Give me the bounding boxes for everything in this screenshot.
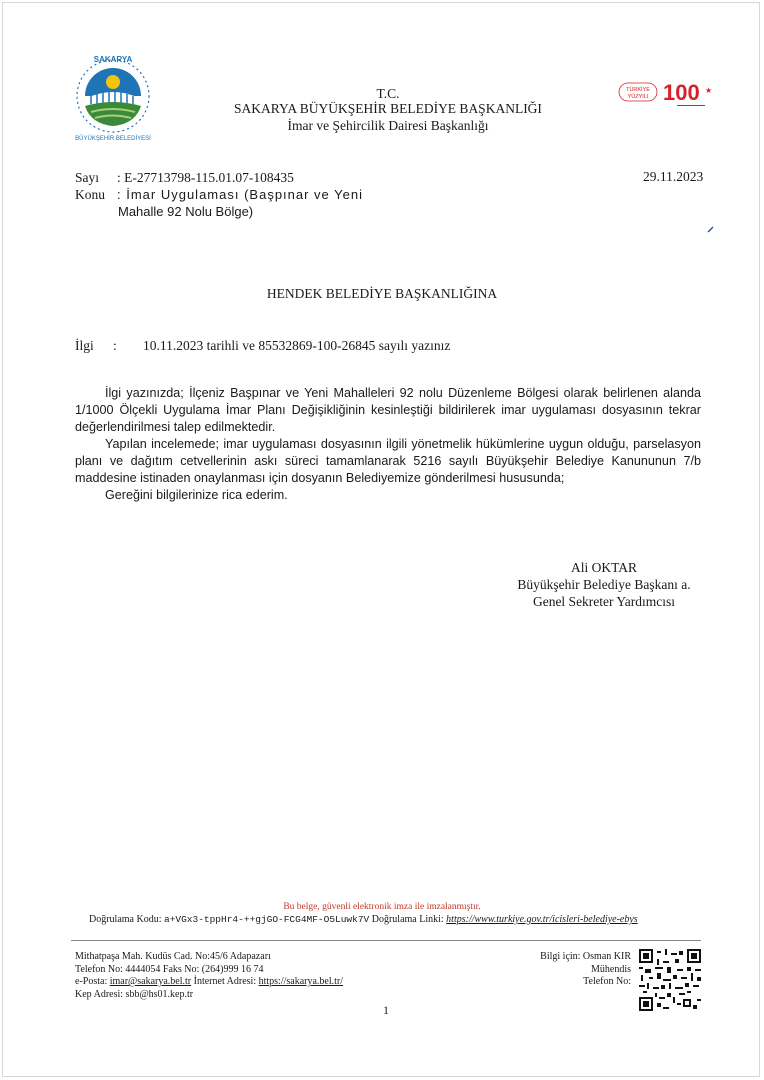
email-link[interactable]: imar@sakarya.bel.tr xyxy=(109,976,192,987)
svg-text:SAKARYA: SAKARYA xyxy=(93,55,133,64)
sayi-value: : E-27713798-115.01.07-108435 xyxy=(117,170,294,185)
signatory-name: Ali OKTAR xyxy=(570,560,638,575)
contact-line-1: Bilgi için: Osman KIR xyxy=(540,951,631,962)
ilgi-label: İlgi xyxy=(75,338,94,353)
verify-code: a+VGx3-tppHr4-++gjGO-FCG4MF-O5Luwk7V xyxy=(164,914,370,925)
addressee: HENDEK BELEDİYE BAŞKANLIĞINA xyxy=(266,286,498,301)
esign-note: Bu belge, güvenli elektronik imza ile imzalanmıştır. xyxy=(283,902,481,912)
web-link[interactable]: https://sakarya.bel.tr/ xyxy=(258,976,344,987)
web-label: İnternet Adresi: xyxy=(193,976,257,987)
letter-body xyxy=(75,385,701,504)
header-department: İmar ve Şehircilik Dairesi Başkanlığı xyxy=(287,118,489,133)
ilgi-colon: : xyxy=(113,338,117,353)
svg-text:TÜRKİYE: TÜRKİYE xyxy=(626,87,650,93)
verify-code-label: Doğrulama Kodu: xyxy=(89,914,162,925)
signatory-title-1: Büyükşehir Belediye Başkanı a. xyxy=(517,577,691,592)
footer-divider xyxy=(71,940,701,941)
contact-line-3: Telefon No: xyxy=(583,976,631,987)
konu-value-line2: Mahalle 92 Nolu Bölge) xyxy=(118,204,254,219)
sayi-label: Sayı xyxy=(75,170,100,185)
verification-line xyxy=(89,914,638,925)
svg-text:YÜZYILI: YÜZYILI xyxy=(627,94,649,100)
footer-contact xyxy=(503,951,631,989)
document-date: 29.11.2023 xyxy=(643,169,704,184)
body-paragraph-1: İlgi yazınızda; İlçeniz Başpınar ve Yeni Mahalleleri 92 nolu Düzenleme Bölgesi olarak belirlenen alanda 1/1000 Ölçekli Uygulama İmar Planı Değişikliğinin kesinleştiği bildirilerek imar uygulaması dosyasının tekrar değerlendirilmesi talep edilmektedir. xyxy=(75,386,701,434)
address-line-1: Mithatpaşa Mah. Kudüs Cad. No:45/6 Adapazarı xyxy=(75,951,271,962)
body-paragraph-2: Yapılan incelemede; imar uygulaması dosyasının ilgili yönetmelik hükümlerine uygun olduğu, parselasyon planı ve dağıtım cetvellerinin askı süreci tamamlanarak 5216 sayılı Büyükşehir Belediye Kanununun 7/b maddesine istinaden onaylanması için dosyanın Belediyemize gönderilmesi hususunda; xyxy=(75,437,701,485)
verify-link[interactable]: https://www.turkiye.gov.tr/icisleri-belediye-ebys xyxy=(446,914,638,925)
svg-text:BÜYÜKŞEHİR BELEDİYESİ: BÜYÜKŞEHİR BELEDİYESİ xyxy=(75,136,151,142)
body-paragraph-3: Gereğini bilgilerinize rica ederim. xyxy=(105,488,288,502)
ilgi-row xyxy=(75,338,450,354)
header-institution: SAKARYA BÜYÜKŞEHİR BELEDİYE BAŞKANLIĞI xyxy=(234,101,542,116)
document-page xyxy=(2,2,760,1077)
qr-code-icon[interactable] xyxy=(639,949,701,1011)
email-label: e-Posta: xyxy=(75,976,108,987)
page-number: 1 xyxy=(383,1003,389,1017)
verify-link-label: Doğrulama Linki: xyxy=(371,914,444,925)
konu-label: Konu xyxy=(75,187,105,202)
signatory-title-2: Genel Sekreter Yardımcısı xyxy=(532,594,676,609)
contact-line-2: Mühendis xyxy=(591,963,631,975)
svg-text:★: ★ xyxy=(705,86,713,95)
konu-value: : İmar Uygulaması (Başpınar ve Yeni xyxy=(117,187,363,202)
address-line-2: Telefon No: 4444054 Faks No: (264)999 16 74 xyxy=(75,963,264,975)
footer-address xyxy=(75,951,343,1001)
header-tc: T.C. xyxy=(376,86,400,101)
konu-row xyxy=(75,186,363,203)
sakarya-logo xyxy=(65,48,161,144)
ilgi-value: 10.11.2023 tarihli ve 85532869-100-26845 sayılı yazınız xyxy=(143,338,451,353)
kep-address: Kep Adresi: sbb@hs01.kep.tr xyxy=(75,988,194,1000)
svg-text:100: 100 xyxy=(663,80,700,105)
pen-mark xyxy=(707,225,715,233)
sayi-row xyxy=(75,169,294,186)
address-line-3 xyxy=(75,976,343,989)
